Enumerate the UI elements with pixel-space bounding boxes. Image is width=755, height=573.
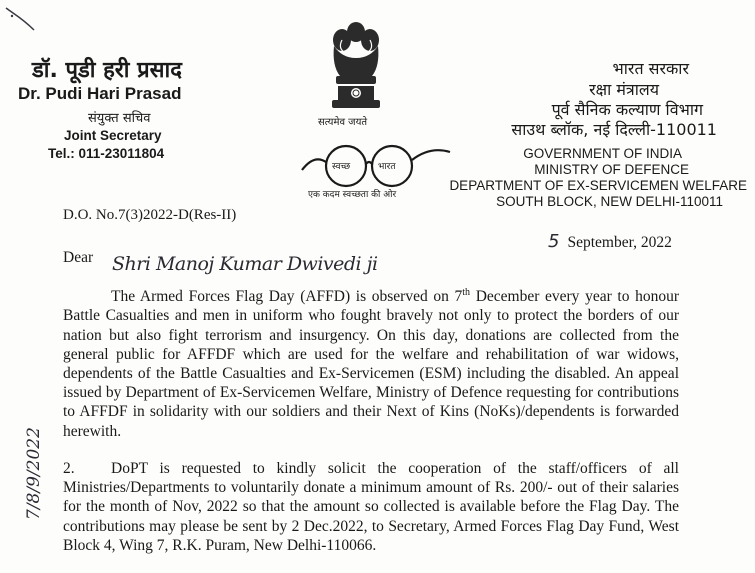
swachh-bharat-logo-icon (300, 142, 452, 190)
letter-date (548, 231, 672, 252)
swachh-tagline: एक कदम स्वच्छता की ओर (308, 190, 397, 200)
right-english-line-1: GOVERNMENT OF INDIA (523, 146, 682, 161)
officer-english-name: Dr. Pudi Hari Prasad (18, 84, 182, 103)
right-english-line-4: SOUTH BLOCK, NEW DELHI-110011 (496, 194, 723, 209)
paragraph-1-start: The Armed Forces Flag Day (AFFD) is observed on 7 (111, 288, 463, 306)
paragraph-2-text: DoPT is requested to kindly solicit the cooperation of the staff/officers of all Ministries/Departments to voluntarily donate a minimum amount of Rs. 200/- out of their salaries for the month of Nov, 2022 so that the amount so collected is available before the Flag Day. The contributions may please be sent by 2 Dec.2022, to Secretary, Armed Forces Flag Day Fund, West Block 4, Wing 7, R.K. Puram, New Delhi-110066. (63, 460, 679, 554)
swachh-right-word: भारत (378, 162, 396, 172)
right-hindi-line-1: भारत सरकार (612, 59, 689, 78)
paragraph-2 (63, 459, 679, 555)
do-number: D.O. No.7(3)2022-D(Res-II) (63, 207, 237, 223)
swachh-left-word: स्वच्छ (332, 162, 351, 172)
date-month-year: September, 2022 (567, 234, 672, 251)
handwritten-salutation: Shri Manoj Kumar Dwivedi ji (112, 253, 378, 275)
right-english-line-2: MINISTRY OF DEFENCE (534, 162, 689, 177)
right-hindi-line-3: पूर्व सैनिक कल्याण विभाग (551, 100, 703, 119)
national-emblem-icon (326, 18, 386, 116)
emblem-motto: सत्यमेव जयते (318, 117, 368, 128)
margin-handwritten-note: 7/8/9/2022 (24, 427, 44, 520)
corner-pen-mark (4, 4, 44, 34)
paragraph-1-superscript: th (462, 287, 471, 298)
right-hindi-line-4: साउथ ब्लॉक, नई दिल्ली-110011 (511, 120, 717, 139)
paragraph-1 (63, 283, 679, 441)
officer-english-title: Joint Secretary (64, 128, 162, 143)
officer-hindi-title: संयुक्त सचिव (88, 111, 151, 126)
paragraph-2-number: 2. (63, 460, 75, 477)
salutation-dear: Dear (63, 249, 94, 266)
right-english-line-3: DEPARTMENT OF EX-SERVICEMEN WELFARE (449, 178, 747, 193)
paragraph-1-rest: December every year to honour Battle Casualties and men in uniform who fought bravely not only to protect the borders of our nation but also fight terrorism and insurgency. On this day, donations are collected from the general public for AFFDF which are used for the welfare and rehabilitation of war widows, dependents of the Battle Casualties and Ex-Servicemen (ESM) including the disabled. An appeal issued by Department of Ex-Servicemen Welfare, Ministry of Defence requesting for contributions to AFFDF in solidarity with our soldiers and their Next of Kins (NoKs)/dependents is forwarded herewith. (63, 288, 679, 440)
date-day-handwritten: 5 (548, 231, 560, 252)
right-hindi-line-2: रक्षा मंत्रालय (589, 80, 659, 99)
officer-telephone: Tel.: 011-23011804 (48, 146, 165, 161)
officer-hindi-name: डॉ. पूडी हरी प्रसाद (32, 58, 182, 83)
